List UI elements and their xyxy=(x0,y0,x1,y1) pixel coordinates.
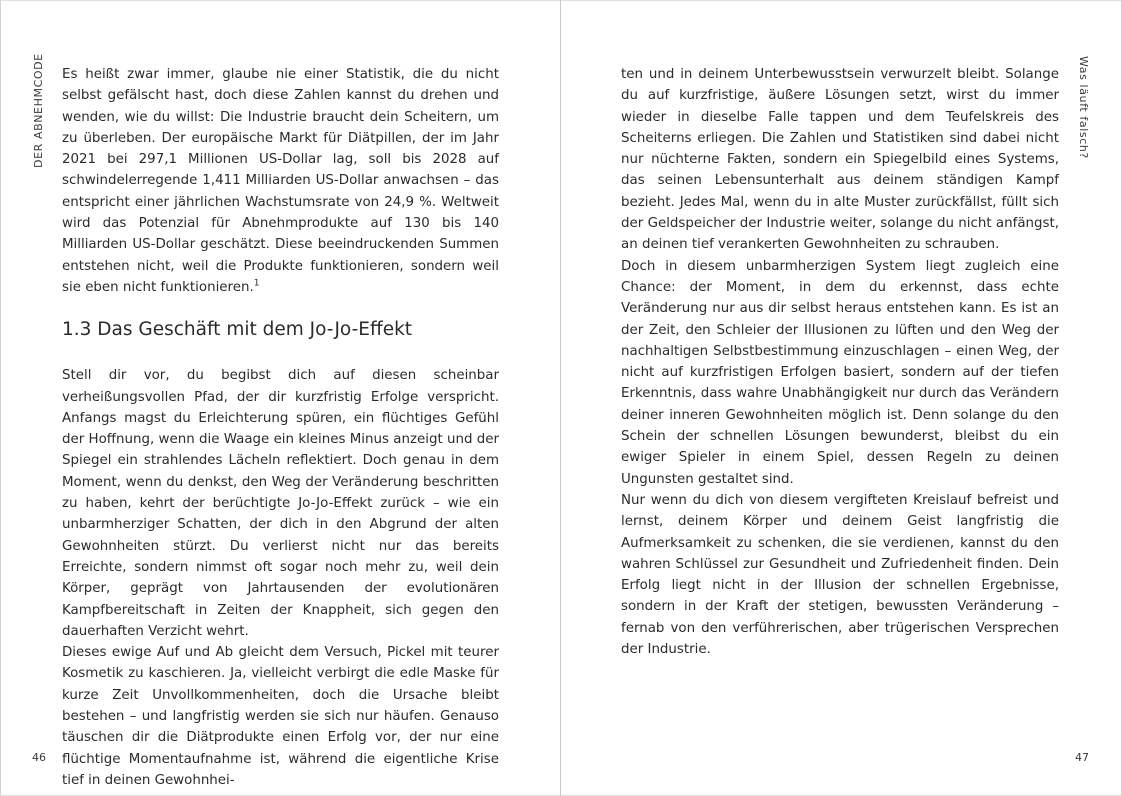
right-text-column xyxy=(621,64,1059,660)
page-number-left: 46 xyxy=(32,751,46,764)
paragraph: Es heißt zwar immer, glaube nie einer Statistik, die du nicht selbst gefälscht hast, doch diese Zahlen kannst du drehen und wenden, wie du willst: Die Industrie braucht dein Scheitern, um zu überleben. Der europäische Markt für Diätpillen, der im Jahr 2021 bei 297,1 Millionen US-Dollar lag, soll bis 2028 auf schwindelerregende 1,411 Milliarden US-Dollar anwachsen – das entspricht einer jährlichen Wachstumsrate von 24,9 %. Weltweit wird das Potenzial für Abnehmprodukte auf 130 bis 140 Milliarden US-Dollar geschätzt. Diese beeindruckenden Summen entstehen nicht, weil die Produkte funktionieren, sondern weil sie eben nicht funktionieren.$^1$ xyxy=(62,67,499,295)
paragraph: ten und in deinem Unterbewusstsein verwurzelt bleibt. Solange du auf kurzfristige, äußere Lösungen setzt, wirst du immer wieder in dieselbe Falle tappen und dem Teufelskreis des Scheiterns erliegen. Die Zahlen und Statistiken sind dabei nicht nur nüchterne Fakten, sondern ein Spiegelbild eines Systems, das seinen Lebensunterhalt aus deinem ständigen Kampf bezieht. Jedes Mal, wenn du in alte Muster zurückfällst, füllt sich der Geldspeicher der Industrie weiter, solange du nicht anfängst, an deinen tief verankerten Gewohnheiten zu schrauben. xyxy=(621,67,1059,253)
paragraph: Dieses ewige Auf und Ab gleicht dem Versuch, Pickel mit teurer Kosmetik zu kaschieren. Ja, vielleicht verbirgt die edle Maske für kurze Zeit Unvollkommenheiten, doch die Ursache bleibt bestehen – und langfristig werden sie sich nur häufen. Genauso täuschen dir die Diätprodukte einen Erfolg vor, der nur eine flüchtige Momentaufnahme ist, während die eigentliche Krise tief in deinen Gewohnhei- xyxy=(62,645,499,788)
gutter xyxy=(560,0,561,796)
page-number-right: 47 xyxy=(1075,751,1089,764)
paragraph: Stell dir vor, du begibst dich auf diesen scheinbar verheißungsvollen Pfad, der dir kurzfristig Erfolge verspricht. Anfangs magst du Erleichterung spüren, ein flüchtiges Gefühl der Hoffnung, wenn die Waage ein kleines Minus anzeigt und der Spiegel ein strahlendes Lächeln reflektiert. Doch genau in dem Moment, wenn du denkst, den Weg der Veränderung beschritten zu haben, kehrt der berüchtigte Jo-Jo-Effekt zurück – wie ein unbarmherziger Schatten, der dich in den Abgrund der alten Gewohnheiten stürzt. Du verlierst nicht nur das bereits Erreichte, sondern nimmst oft sogar noch mehr zu, weil dein Körper, geprägt von Jahrtausenden der evolutionären Kampfbereitschaft in Zeiten der Knappheit, sich gegen den dauerhaften Verzicht wehrt. xyxy=(62,368,499,639)
footnote-marker: 1 xyxy=(253,278,260,289)
paragraph: Doch in diesem unbarmherzigen System liegt zugleich eine Chance: der Moment, in dem du erkennst, dass echte Veränderung nur aus dir selbst heraus entstehen kann. Es ist an der Zeit, den Schleier der Illusionen zu lüften und den Weg der nachhaltigen Selbstbestimmung einzuschlagen – einen Weg, der nicht auf kurzfristigen Erfolgen basiert, sondern auf der tiefen Erkenntnis, dass wahre Unabhängigkeit nur durch das Verändern deiner inneren Gewohnheiten möglich ist. Denn solange du den Schein der schnellen Lösungen bewunderst, bleibst du ein ewiger Spieler in einem Spiel, dessen Regeln zu deinen Ungunsten gestaltet sind. xyxy=(621,258,1059,487)
left-text-column xyxy=(62,64,499,791)
running-head-right: Was läuft falsch? xyxy=(1077,56,1090,159)
running-head-left: DER ABNEHMCODE xyxy=(32,53,45,168)
paragraph: Nur wenn du dich von diesem vergifteten Kreislauf befreist und lernst, deinem Körper und deinem Geist langfristig die Aufmerksamkeit zu schenken, die sie verdienen, kannst du den wahren Schlüssel zur Gesundheit und Zufriedenheit finden. Dein Erfolg liegt nicht in der Illusion der schnellen Ergebnisse, sondern in der Kraft der stetigen, bewussten Veränderung – fernab von den verführerischen, aber trügerischen Versprechen der Industrie. xyxy=(621,492,1059,658)
section-heading: 1.3 Das Geschäft mit dem Jo-Jo-Effekt xyxy=(62,319,413,341)
